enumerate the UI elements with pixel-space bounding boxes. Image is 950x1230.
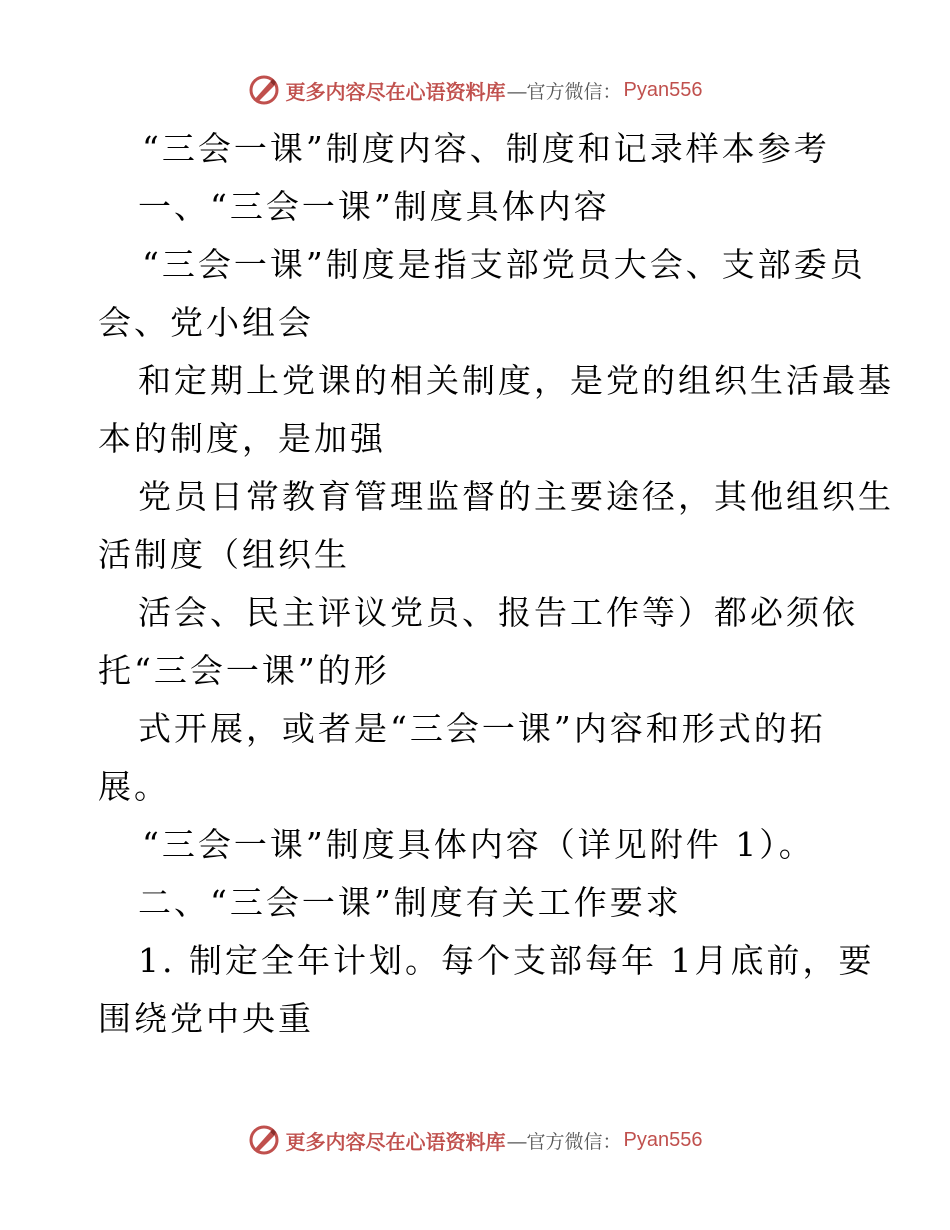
- paragraph-line: 党员日常教育管理监督的主要途径，其他组织生: [138, 477, 894, 516]
- paragraph-line: 活制度（组织生: [98, 535, 350, 574]
- paragraph-line: 本的制度，是加强: [98, 419, 386, 458]
- footer-wechat-id: Pyan556: [623, 1128, 703, 1151]
- footer-banner: [0, 1120, 950, 1160]
- document-title: “三会一课”制度内容、制度和记录样本参考: [142, 129, 830, 168]
- header-banner: [0, 70, 950, 110]
- paragraph-line: “三会一课”制度是指支部党员大会、支部委员: [142, 245, 866, 284]
- paragraph-line: 围绕党中央重: [98, 999, 314, 1038]
- section-heading-2: 二、“三会一课”制度有关工作要求: [138, 883, 682, 922]
- paragraph-line: 活会、民主评议党员、报告工作等）都必须依: [138, 593, 858, 632]
- paragraph-line: 式开展，或者是“三会一课”内容和形式的拓: [138, 709, 826, 748]
- paragraph-line: 和定期上党课的相关制度，是党的组织生活最基: [138, 361, 894, 400]
- pen-logo-icon: [248, 1124, 280, 1156]
- header-site-name: 更多内容尽在心语资料库: [285, 79, 506, 104]
- paragraph-line: 会、党小组会: [98, 303, 314, 342]
- footer-site-name: 更多内容尽在心语资料库: [285, 1129, 506, 1154]
- section-heading-1: 一、“三会一课”制度具体内容: [138, 187, 610, 226]
- header-wechat-id: Pyan556: [623, 78, 703, 101]
- header-wechat-label: —官方微信：: [507, 81, 622, 103]
- paragraph-line: “三会一课”制度具体内容（详见附件 1）。: [142, 825, 815, 864]
- paragraph-line: 1. 制定全年计划。每个支部每年 1月底前，要: [138, 941, 875, 980]
- pen-logo-icon: [248, 74, 280, 106]
- paragraph-line: 展。: [98, 767, 170, 806]
- footer-wechat-label: —官方微信：: [507, 1131, 622, 1153]
- document-body: [98, 120, 894, 1048]
- paragraph-line: 托“三会一课”的形: [98, 651, 390, 690]
